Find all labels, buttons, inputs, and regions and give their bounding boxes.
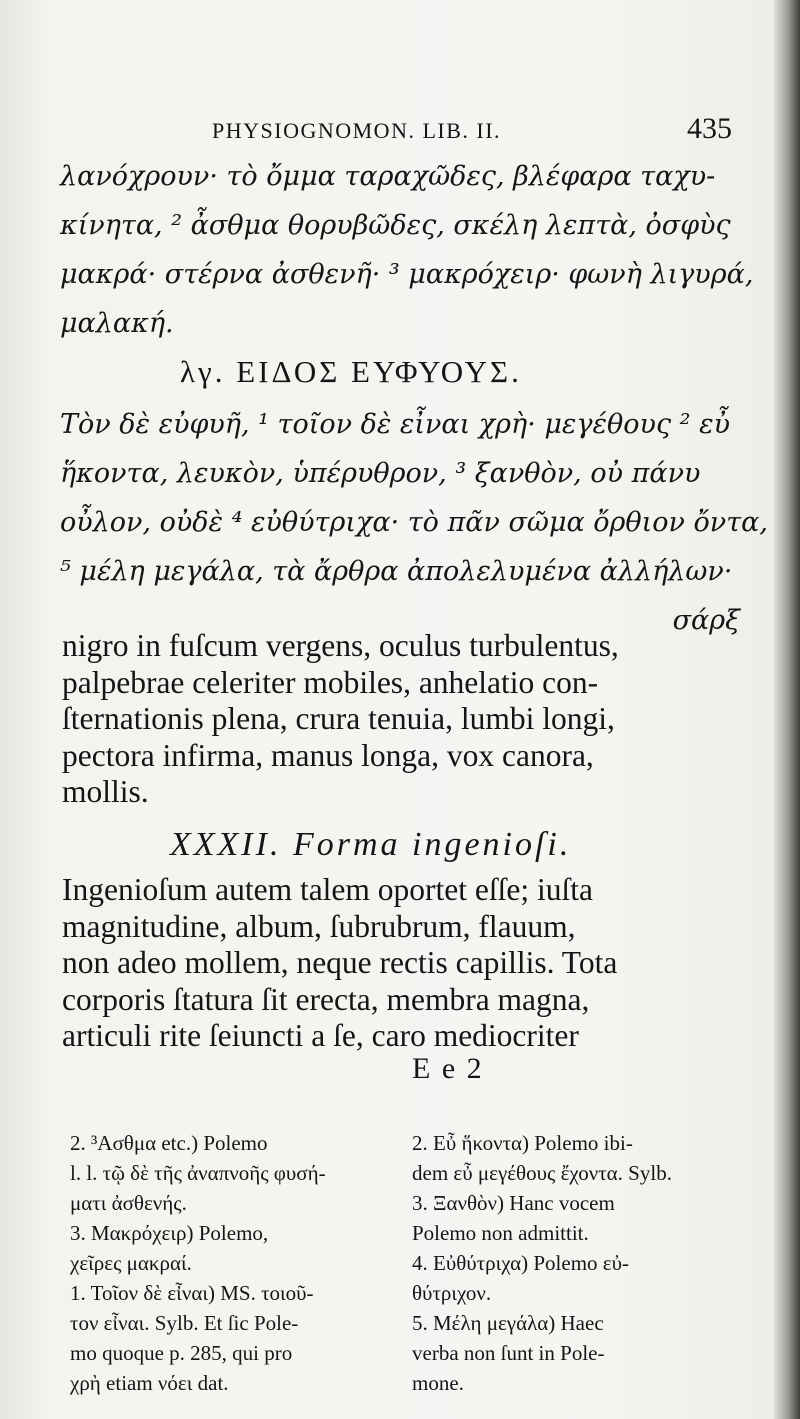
- text-line: οὖλον, οὐδὲ ⁴ εὐθύτριχα· τὸ πᾶν σῶμα ὄρθιον ὄντα,: [60, 507, 768, 538]
- text-line: mollis.: [62, 774, 149, 809]
- greek-section-heading: λγ. ΕΙΔΟΣ ΕΥΦΥΟΥΣ.: [180, 354, 522, 389]
- text-line: Τὸν δὲ εὐφυῆ, ¹ τοῖον δὲ εἶναι χρὴ· μεγέθους ² εὖ: [60, 409, 730, 440]
- footnote-line: 2. ³Ασθμα etc.) Polemo: [70, 1131, 268, 1155]
- text-line: corporis ſtatura ſit erecta, membra magna,: [62, 981, 590, 1017]
- running-header: [212, 112, 732, 152]
- text-line: ⁵ μέλη μεγάλα, τὰ ἄρθρα ἀπολελυμένα ἀλλήλων·: [60, 556, 733, 587]
- page-number: 435: [687, 112, 732, 145]
- footnote-line: τον εἶναι. Sylb. Et ſic Pole-: [70, 1311, 299, 1335]
- text-line: μακρά· στέρνα ἀσθενῆ· ³ μακρόχειρ· φωνὴ λιγυρά,: [60, 259, 754, 290]
- text-line: magnitudine, album, ſubrubrum, flauum,: [62, 908, 576, 944]
- signature-mark: E e 2: [412, 1052, 484, 1085]
- footnote-line: 4. Εὐθύτριχα) Polemo εὐ-: [412, 1251, 629, 1275]
- greek-paragraph-1: [60, 152, 754, 348]
- catchword: σάρξ: [672, 605, 740, 636]
- footnote-line: 1. Τοῖον δὲ εἶναι) MS. τοιοῦ-: [70, 1281, 314, 1305]
- footnote-line: dem εὖ μεγέθους ἔχοντα. Sylb.: [412, 1161, 672, 1185]
- footnotes-right-column: [412, 1128, 740, 1398]
- page-edge-shadow: [774, 0, 800, 1419]
- latin-paragraph-2: [62, 872, 738, 1055]
- footnote-line: 3. Μακρόχειρ) Polemo,: [70, 1221, 269, 1245]
- footnotes-left-column: [70, 1128, 410, 1398]
- footnote-line: mone.: [412, 1371, 464, 1395]
- header-title: PHYSIOGNOMON. LIB. II.: [212, 118, 502, 143]
- footnote-line: χεῖρες μακραί.: [70, 1251, 192, 1275]
- text-line: non adeo mollem, neque rectis capillis. Tota: [62, 945, 618, 980]
- footnote-line: ματι ἀσθενής.: [70, 1191, 187, 1215]
- footnote-line: 5. Μέλη μεγάλα) Haec: [412, 1311, 604, 1335]
- footnote-line: verba non ſunt in Pole-: [412, 1341, 605, 1365]
- latin-paragraph-1: [62, 628, 738, 811]
- greek-paragraph-2: [60, 400, 768, 645]
- text-line: μαλακή.: [60, 308, 174, 339]
- text-line: pectora infirma, manus longa, vox canora,: [62, 737, 594, 773]
- text-line: nigro in fuſcum vergens, oculus turbulentus,: [62, 628, 619, 663]
- footnote-line: l. l. τῷ δὲ τῆς ἀναπνοῆς φυσή-: [70, 1161, 326, 1185]
- latin-section-heading: XXXII. Forma ingenioſi.: [170, 826, 572, 863]
- footnote-line: mo quoque p. 285, qui pro: [70, 1341, 293, 1365]
- text-line: Ingenioſum autem talem oportet eſſe; iuſta: [62, 872, 593, 907]
- footnote-line: Polemo non admittit.: [412, 1221, 589, 1245]
- footnote-line: 2. Εὖ ἥκοντα) Polemo ibi-: [412, 1131, 633, 1155]
- text-line: λανόχρουν· τὸ ὄμμα ταραχῶδες, βλέφαρα ταχυ-: [60, 161, 716, 192]
- text-line: ἥκοντα, λευκὸν, ὑπέρυθρον, ³ ξανθὸν, οὐ πάνυ: [60, 458, 701, 489]
- footnote-line: θύτριχον.: [412, 1281, 492, 1305]
- text-line: ſternationis plena, crura tenuia, lumbi longi,: [62, 701, 615, 736]
- footnote-line: χρὴ etiam νόει dat.: [70, 1371, 229, 1395]
- footnote-line: 3. Ξανθὸν) Hanc vocem: [412, 1191, 615, 1215]
- text-line: κίνητα, ² ἆσθμα θορυβῶδες, σκέλη λεπτὰ, ὀσφὺς: [60, 210, 731, 241]
- text-line: articuli rite ſeiuncti a ſe, caro mediocriter: [62, 1018, 579, 1053]
- text-line: palpebrae celeriter mobiles, anhelatio con-: [62, 664, 599, 700]
